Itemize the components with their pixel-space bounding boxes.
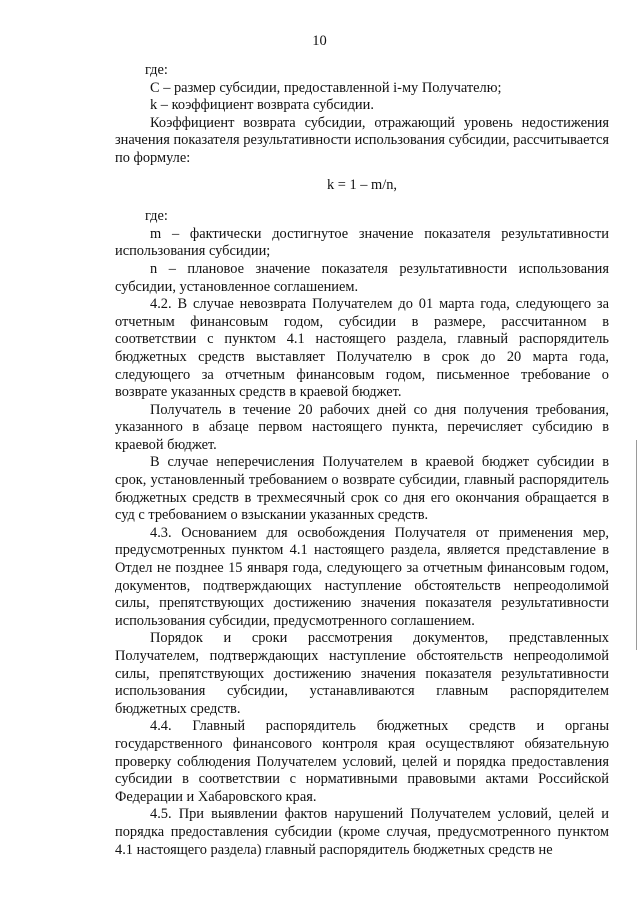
paragraph: Коэффициент возврата субсидии, отражающий уровень недостижения значения показателя результативности использования субсидии, рассчитывается по формуле:: [115, 114, 609, 166]
scan-edge-line: [636, 440, 637, 650]
paragraph: C – размер субсидии, предоставленной i-му Получателю;: [150, 79, 502, 96]
document-body: [115, 62, 609, 859]
paragraph: 4.2. В случае невозврата Получателем до 01 марта года, следующего за отчетным финансовым годом, субсидии в размере, рассчитанном в соответствии с пунктом 4.1 настоящего раздела, главный распорядитель бюджетных средств выставляет Получателю в срок до 20 марта года, следующего за отчетным финансовым годом, письменное требование о возврате указанных средств в краевой бюджет.: [115, 296, 609, 401]
page-number: 10: [312, 33, 327, 49]
formula: k = 1 – m/n,: [326, 176, 398, 193]
paragraph: где:: [145, 208, 168, 225]
paragraph: 4.3. Основанием для освобождения Получателя от применения мер, предусмотренных пунктом 4.1 настоящего раздела, является представление в Отдел не позднее 15 января года, следующего за отчетным финансовым годом, документов, подтверждающих наступление обстоятельств непреодолимой силы, препятствующих достижению значения показателя результативности использования субсидии, предусмотренного соглашением.: [115, 524, 609, 629]
paragraph: n – плановое значение показателя результативности использования субсидии, установленное соглашением.: [115, 260, 609, 295]
paragraph: m – фактически достигнутое значение показателя результативности использования субсидии;: [115, 225, 609, 260]
paragraph: Порядок и сроки рассмотрения документов, представленных Получателем, подтверждающих наступление обстоятельств непреодолимой силы, препятствующих достижению значения показателя результативности использования субсидии, устанавливаются главным распорядителем бюджетных средств.: [115, 630, 609, 717]
paragraph: k – коэффициент возврата субсидии.: [150, 97, 374, 114]
paragraph: где:: [145, 62, 168, 78]
paragraph: В случае неперечисления Получателем в краевой бюджет субсидии в срок, установленный требованием о возврате субсидии, главный распорядитель бюджетных средств в трехмесячный срок со дня его окончания обращается в суд с требованием о взыскании указанных средств.: [115, 454, 609, 524]
paragraph: 4.4. Главный распорядитель бюджетных средств и органы государственного финансового контроля края осуществляют обязательную проверку соблюдения Получателем условий, целей и порядка предоставления субсидии в соответствии с нормативными правовыми актами Российской Федерации и Хабаровского края.: [115, 718, 609, 805]
paragraph: 4.5. При выявлении фактов нарушений Получателем условий, целей и порядка предоставления субсидии (кроме случая, предусмотренного пунктом 4.1 настоящего раздела) главный распорядитель бюджетных средств не: [115, 806, 609, 858]
paragraph: Получатель в течение 20 рабочих дней со дня получения требования, указанного в абзаце первом настоящего пункта, перечисляет субсидию в краевой бюджет.: [115, 401, 609, 453]
